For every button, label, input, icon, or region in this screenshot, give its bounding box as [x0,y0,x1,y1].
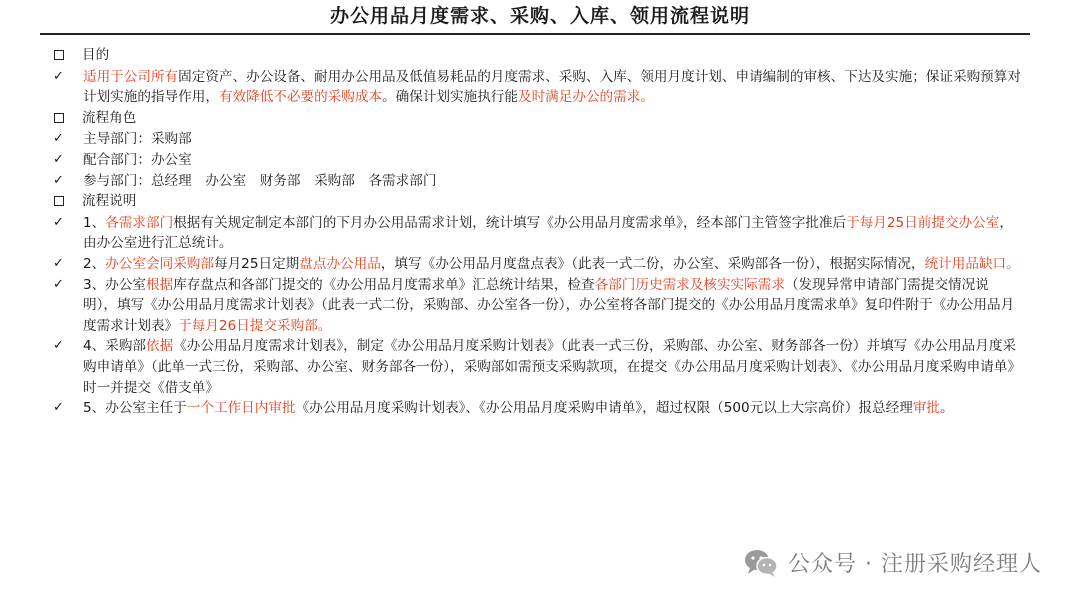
process-step-1: ✓ 1、各需求部门根据有关规定制定本部门的下月办公用品需求计划，统计填写《办公用品月度需求单》，经本部门主管签字批准后于每月25日前提交办公室，由办公室进行汇总统计。 [53,214,1013,252]
process-step-5: ✓ 5、办公室主任于一个工作日内审批《办公用品月度采购计划表》、《办公用品月度采购申请单》，超过权限（500元以上大宗高价）报总经理审批。 [52,398,1022,419]
check-icon: ✓ [53,400,64,416]
document-body [52,45,1022,419]
page-title: 办公用品月度需求、采购、入库、领用流程说明 [329,5,750,27]
role-participants: ✓ 参与部门：总经理 办公室 财务部 采购部 各需求部门 [52,171,1022,192]
process-step-2: ✓ 2、办公室会同采购部每月25日定期盘点办公用品，填写《办公用品月度盘点表》（此表一式二份，办公室、采购部各一份），根据实际情况，统计用品缺口。 [52,254,1022,275]
check-icon: ✓ [53,151,64,167]
check-icon: ✓ [53,214,64,230]
check-icon: ✓ [53,338,64,354]
watermark [744,547,1042,578]
process-step-4: ✓ 4、采购部依据《办公用品月度需求计划表》，制定《办公用品月度采购计划表》（此表一式三份，采购部、办公室、财务部各一份）并填写《办公用品月度采购申请单》（此单一式三份，采购部、办公室、财务部各一份），采购部如需预支采购款项，在提交《办公用品月度采购计划表》、《办公用品月度采购申请单》时一并提交《借支单》 [53,338,1021,396]
square-bullet-icon [54,196,64,206]
wechat-icon [744,548,778,578]
purpose-item: ✓ 适用于公司所有固定资产、办公设备、耐用办公用品及低值易耗品的月度需求、采购、入库、领用月度计划、申请编制的审核、下达及实施；保证采购预算对计划实施的指导作用，有效降低不必要的采购成本。确保计划实施执行能及时满足办公的需求。 [53,68,1021,106]
section-heading-roles: 流程角色 [52,108,1022,130]
square-bullet-icon [54,113,64,123]
section-heading-process: 流程说明 [52,191,1022,213]
check-icon: ✓ [53,255,64,271]
role-lead: ✓ 主导部门：采购部 [52,129,1022,150]
check-icon: ✓ [53,172,64,188]
square-bullet-icon [54,50,64,60]
check-icon: ✓ [53,68,64,84]
check-icon: ✓ [53,131,64,147]
title-divider [40,33,1030,35]
watermark-text: 公众号 · 注册采购经理人 [788,552,1042,577]
section-heading-purpose: 目的 [52,45,1022,67]
process-step-3: ✓ 3、办公室根据库存盘点和各部门提交的《办公用品月度需求单》汇总统计结果，检查各部门历史需求及核实实际需求（发现异常申请部门需提交情况说明），填写《办公用品月度需求计划表》（此表一式二份，采购部、办公室各一份），办公室将各部门提交的《办公用品月度需求单》复印件附于《办公用品月度需求计划表》于每月26日提交采购部。 [53,276,1015,334]
role-coop: ✓ 配合部门：办公室 [52,150,1022,171]
check-icon: ✓ [53,276,64,292]
